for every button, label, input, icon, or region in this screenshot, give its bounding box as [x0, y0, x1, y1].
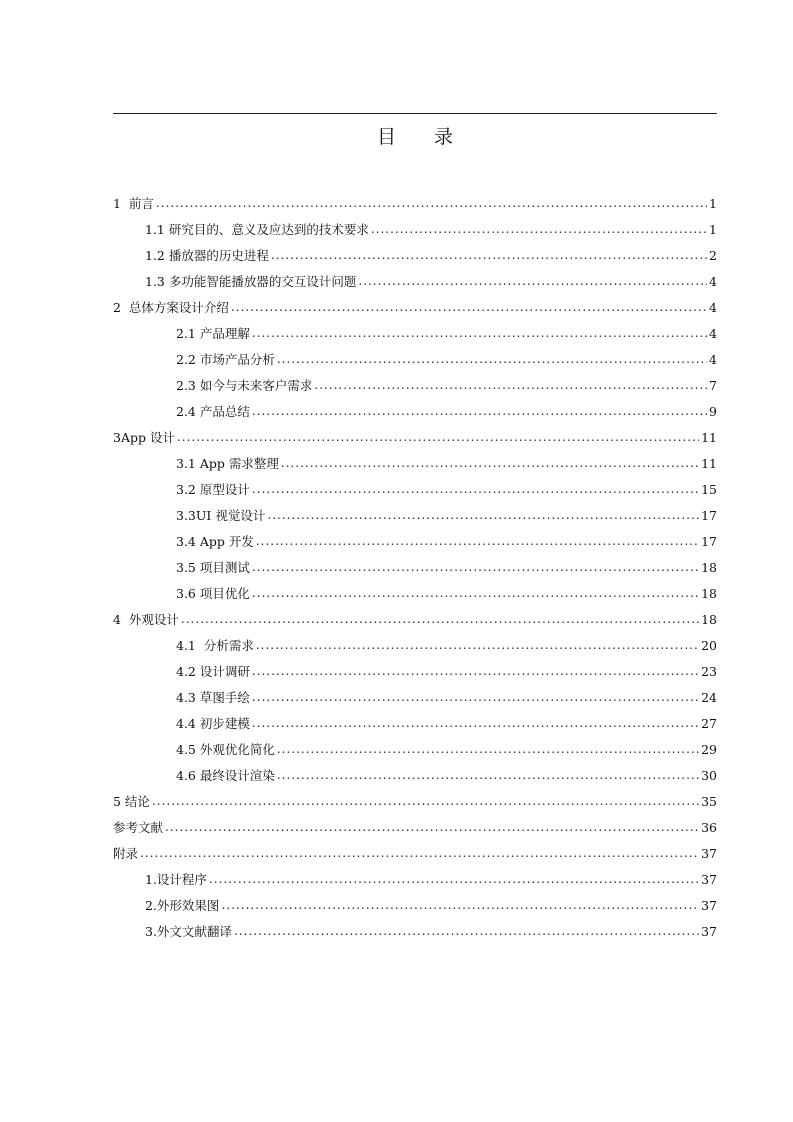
toc-entry-label: 4.3 草图手绘 — [176, 690, 250, 705]
toc-dot-leader — [252, 560, 699, 575]
toc-dot-leader — [277, 768, 699, 783]
toc-entry-label: 1.2 播放器的历史进程 — [145, 248, 269, 263]
toc-entry[interactable] — [113, 820, 717, 835]
toc-entry-label: 4.5 外观优化简化 — [176, 742, 275, 757]
toc-entry-page: 4 — [709, 274, 717, 289]
toc-entry-page: 9 — [709, 404, 717, 419]
toc-entry-page: 2 — [709, 248, 717, 263]
toc-entry-page: 24 — [701, 690, 717, 705]
toc-entry-page: 11 — [701, 456, 717, 471]
toc-entry[interactable] — [176, 716, 717, 731]
toc-entry-label: 3App 设计 — [113, 430, 175, 445]
toc-entry-label: 2.3 如今与未来客户需求 — [176, 378, 313, 393]
toc-dot-leader — [252, 586, 699, 601]
toc-entry-label: 1.1 研究目的、意义及应达到的技术要求 — [145, 222, 369, 237]
toc-entry-label: 2.外形效果图 — [145, 898, 220, 913]
toc-dot-leader — [140, 846, 699, 861]
toc-dot-leader — [281, 456, 699, 471]
toc-dot-leader — [177, 430, 699, 445]
toc-dot-leader — [252, 716, 699, 731]
toc-entry-label: 5 结论 — [113, 794, 150, 809]
toc-dot-leader — [256, 534, 699, 549]
toc-entry[interactable] — [176, 352, 717, 367]
toc-entry[interactable] — [145, 248, 717, 263]
toc-entry[interactable] — [113, 794, 717, 809]
toc-entry-page: 4 — [709, 352, 717, 367]
toc-dot-leader — [152, 794, 699, 809]
toc-entry[interactable] — [145, 222, 717, 237]
toc-entry[interactable] — [113, 196, 717, 211]
toc-dot-leader — [165, 820, 699, 835]
toc-entry-page: 17 — [701, 508, 717, 523]
toc-dot-leader — [181, 612, 699, 627]
toc-entry-page: 4 — [709, 326, 717, 341]
toc-entry[interactable] — [176, 768, 717, 783]
toc-entry-page: 15 — [701, 482, 717, 497]
toc-entry-page: 11 — [701, 430, 717, 445]
toc-dot-leader — [221, 898, 699, 913]
toc-entry-page: 37 — [701, 846, 717, 861]
toc-entry-label: 参考文献 — [113, 820, 164, 835]
toc-dot-leader — [277, 352, 707, 367]
toc-entry-page: 20 — [701, 638, 717, 653]
toc-dot-leader — [252, 664, 699, 679]
toc-entry-page: 37 — [701, 872, 717, 887]
toc-entry-label: 3.4 App 开发 — [176, 534, 254, 549]
toc-entry[interactable] — [113, 300, 717, 315]
toc-entry[interactable] — [145, 924, 717, 939]
toc-entry-label: 3.5 项目测试 — [176, 560, 250, 575]
toc-entry-page: 18 — [701, 586, 717, 601]
toc-dot-leader — [234, 924, 699, 939]
toc-dot-leader — [256, 638, 699, 653]
toc-entry-label: 3.1 App 需求整理 — [176, 456, 279, 471]
toc-entry[interactable] — [176, 326, 717, 341]
toc-entry[interactable] — [145, 274, 717, 289]
toc-dot-leader — [314, 378, 707, 393]
toc-entry-label: 2.4 产品总结 — [176, 404, 250, 419]
toc-entry-label: 3.6 项目优化 — [176, 586, 250, 601]
toc-entry[interactable] — [176, 664, 717, 679]
toc-entry-label: 3.2 原型设计 — [176, 482, 250, 497]
toc-entry-page: 27 — [701, 716, 717, 731]
toc-entry-page: 7 — [709, 378, 717, 393]
toc-entry-label: 1 前言 — [113, 196, 154, 211]
toc-dot-leader — [156, 196, 707, 211]
toc-entry[interactable] — [113, 612, 717, 627]
toc-entry-label: 附录 — [113, 846, 139, 861]
toc-entry-page: 35 — [701, 794, 717, 809]
toc-dot-leader — [252, 326, 707, 341]
toc-entry-label: 4.6 最终设计渲染 — [176, 768, 275, 783]
toc-entry-page: 4 — [709, 300, 717, 315]
toc-entry-page: 1 — [709, 196, 717, 211]
toc-entry-label: 2.1 产品理解 — [176, 326, 250, 341]
toc-entry[interactable] — [113, 430, 717, 445]
toc-entry[interactable] — [113, 846, 717, 861]
toc-entry[interactable] — [176, 508, 717, 523]
toc-entry-label: 2 总体方案设计介绍 — [113, 300, 229, 315]
toc-entry[interactable] — [176, 482, 717, 497]
toc-entry[interactable] — [176, 378, 717, 393]
toc-entry[interactable] — [176, 586, 717, 601]
page-title: 目 录 — [376, 126, 470, 148]
toc-dot-leader — [271, 248, 707, 263]
toc-entry-page: 29 — [701, 742, 717, 757]
toc-entry[interactable] — [145, 872, 717, 887]
toc-entry-label: 3.3UI 视觉设计 — [176, 508, 266, 523]
toc-entry-page: 30 — [701, 768, 717, 783]
toc-dot-leader — [231, 300, 707, 315]
toc-dot-leader — [358, 274, 707, 289]
toc-entry-page: 37 — [701, 898, 717, 913]
toc-entry-page: 18 — [701, 560, 717, 575]
header-rule — [113, 113, 717, 114]
toc-entry[interactable] — [176, 560, 717, 575]
toc-entry-label: 4.4 初步建模 — [176, 716, 250, 731]
toc-entry-page: 17 — [701, 534, 717, 549]
toc-entry-page: 37 — [701, 924, 717, 939]
toc-entry[interactable] — [176, 638, 717, 653]
toc-entry-label: 1.设计程序 — [145, 872, 207, 887]
toc-entry[interactable] — [176, 404, 717, 419]
toc-entry[interactable] — [176, 690, 717, 705]
toc-dot-leader — [252, 404, 707, 419]
toc-entry-page: 36 — [701, 820, 717, 835]
toc-dot-leader — [277, 742, 699, 757]
toc-entry[interactable] — [176, 534, 717, 549]
toc-entry[interactable] — [176, 456, 717, 471]
toc-entry[interactable] — [176, 742, 717, 757]
toc-entry-label: 3.外文文献翻译 — [145, 924, 232, 939]
toc-entry-label: 4 外观设计 — [113, 612, 179, 627]
toc-dot-leader — [371, 222, 707, 237]
toc-entry-label: 1.3 多功能智能播放器的交互设计问题 — [145, 274, 357, 289]
toc-dot-leader — [209, 872, 699, 887]
toc-entry-label: 4.1 分析需求 — [176, 638, 254, 653]
toc-entry-label: 2.2 市场产品分析 — [176, 352, 275, 367]
toc-entry-page: 18 — [701, 612, 717, 627]
toc-dot-leader — [252, 482, 699, 497]
toc-entry[interactable] — [145, 898, 717, 913]
toc-entry-page: 23 — [701, 664, 717, 679]
toc-dot-leader — [267, 508, 699, 523]
toc-entry-label: 4.2 设计调研 — [176, 664, 250, 679]
toc-dot-leader — [252, 690, 699, 705]
toc-entry-page: 1 — [709, 222, 717, 237]
